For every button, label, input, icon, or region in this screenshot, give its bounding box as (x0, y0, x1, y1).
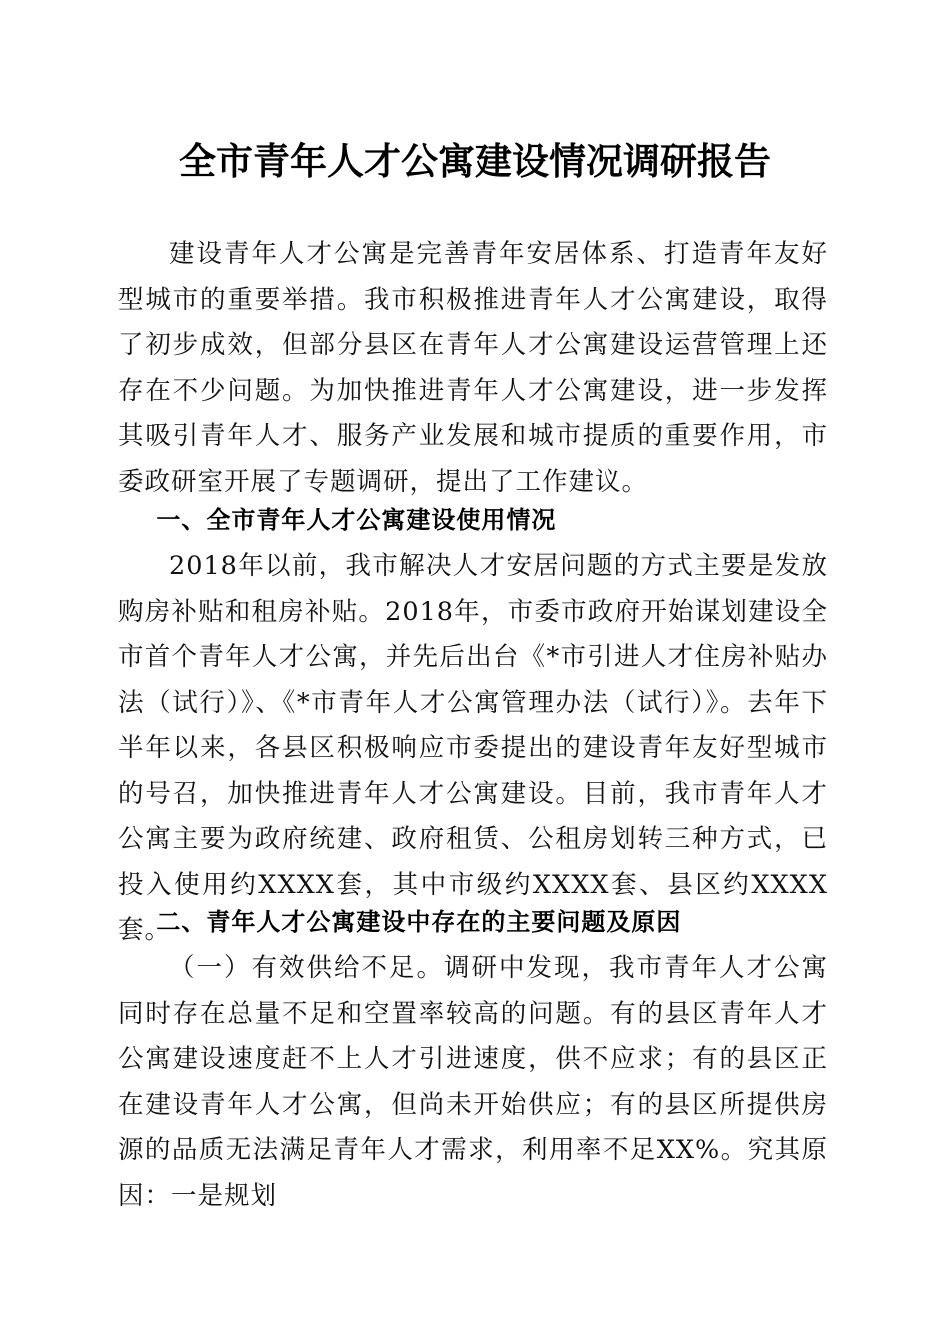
document-title: 全市青年人才公寓建设情况调研报告 (179, 139, 771, 183)
section-1-body (118, 544, 828, 954)
section-2-body (118, 946, 828, 1219)
section-1-heading: 一、全市青年人才公寓建设使用情况 (156, 506, 557, 534)
section-2 (118, 900, 828, 946)
section-1 (118, 498, 828, 544)
intro-section (118, 232, 828, 505)
section-1-paragraph: 2018年以前，我市解决人才安居问题的方式主要是发放购房补贴和租房补贴。2018年，市委市政府开始谋划建设全市首个青年人才公寓，并先后出台《*市引进人才住房补贴办法（试行）》、《*市青年人才公寓管理办法（试行）》。去年下半年以来，各县区积极响应市委提出的建设青年友好型城市的号召，加快推进青年人才公寓建设。目前，我市青年人才公寓主要为政府统建、政府租赁、公租房划转三种方式，已投入使用约XXXX套，其中市级约XXXX套、县区约XXXX套。 (118, 551, 828, 945)
section-2-heading: 二、青年人才公寓建设中存在的主要问题及原因 (156, 908, 682, 936)
section-2-paragraph: （一）有效供给不足。调研中发现，我市青年人才公寓同时存在总量不足和空置率较高的问题。有的县区青年人才公寓建设速度赶不上人才引进速度，供不应求；有的县区正在建设青年人才公寓，但尚未开始供应；有的县区所提供房源的品质无法满足青年人才需求，利用率不足XX%。究其原因：一是规划 (118, 953, 828, 1211)
intro-paragraph: 建设青年人才公寓是完善青年安居体系、打造青年友好型城市的重要举措。我市积极推进青年人才公寓建设，取得了初步成效，但部分县区在青年人才公寓建设运营管理上还存在不少问题。为加快推进青年人才公寓建设，进一步发挥其吸引青年人才、服务产业发展和城市提质的重要作用，市委政研室开展了专题调研，提出了工作建议。 (118, 239, 828, 497)
